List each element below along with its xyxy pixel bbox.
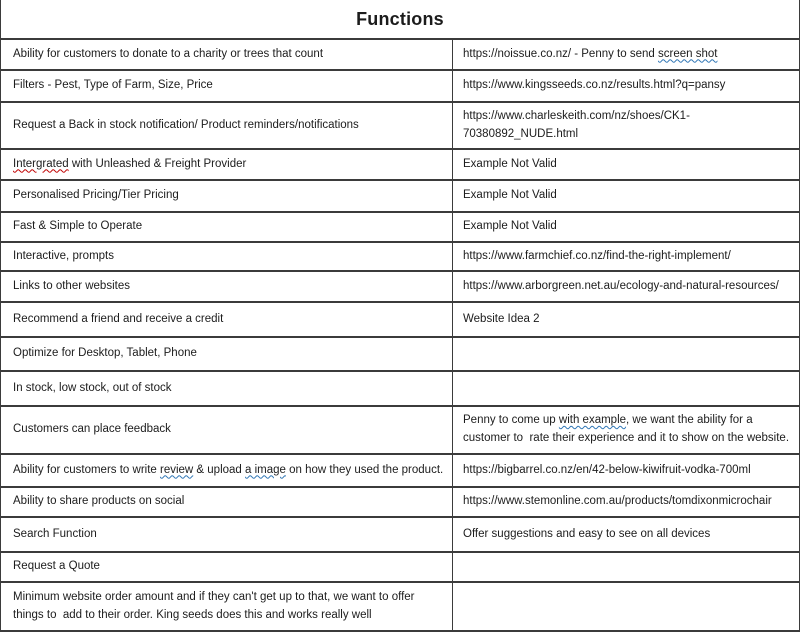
text-segment: Example Not Valid [463, 157, 557, 170]
function-cell [1, 407, 453, 453]
table-row [1, 372, 799, 407]
text-segment: https://www.arborgreen.net.au/ecology-and-natural-resources/ [463, 279, 779, 292]
function-cell [1, 103, 453, 148]
table-row [1, 488, 799, 518]
function-cell-text [13, 493, 184, 511]
function-cell-text [13, 421, 171, 439]
text-segment: Request a Quote [13, 560, 100, 573]
example-cell [453, 213, 799, 241]
function-cell-text [13, 46, 323, 64]
function-cell-text [13, 589, 444, 625]
example-cell [453, 40, 799, 69]
example-cell [453, 303, 799, 336]
example-cell [453, 372, 799, 405]
function-cell [1, 455, 453, 486]
table-row [1, 407, 799, 455]
function-cell-text [13, 77, 213, 95]
functions-table-body [1, 40, 799, 632]
text-segment: https://noissue.co.nz/ - Penny to send [463, 47, 658, 60]
text-segment: Website Idea 2 [463, 312, 540, 325]
table-row [1, 103, 799, 150]
text-segment: Ability for customers to write [13, 463, 160, 476]
text-segment: https://www.kingsseeds.co.nz/results.html?q=pansy [463, 79, 726, 92]
table-row [1, 150, 799, 181]
text-segment: Recommend a friend and receive a credit [13, 312, 224, 325]
function-cell-text [13, 462, 443, 480]
grammar-marked-text: a image [245, 463, 286, 476]
function-cell [1, 553, 453, 581]
function-cell-text [13, 218, 142, 236]
text-segment: Offer suggestions and easy to see on all devices [463, 527, 711, 540]
text-segment: https://www.farmchief.co.nz/find-the-right-implement/ [463, 249, 731, 262]
example-cell-text [463, 278, 779, 296]
example-cell [453, 455, 799, 486]
table-row [1, 553, 799, 583]
function-cell-text [13, 248, 114, 266]
function-cell [1, 272, 453, 301]
function-cell [1, 372, 453, 405]
table-row [1, 40, 799, 71]
text-segment: Optimize for Desktop, Tablet, Phone [13, 347, 197, 360]
example-cell [453, 71, 799, 101]
function-cell-text [13, 311, 223, 329]
function-cell-text [13, 345, 197, 363]
function-cell [1, 518, 453, 551]
text-segment: https://bigbarrel.co.nz/en/42-below-kiwifruit-vodka-700ml [463, 463, 751, 476]
text-segment: Customers can place feedback [13, 423, 171, 436]
text-segment: Minimum website order amount and if they can't get up to that, we want to offer things to add to their order. King seeds does this and works really well [13, 590, 418, 621]
example-cell-text [463, 46, 717, 64]
text-segment: Filters - Pest, Type of Farm, Size, Price [13, 79, 213, 92]
text-segment: In stock, low stock, out of stock [13, 381, 172, 394]
function-cell [1, 243, 453, 270]
function-cell [1, 303, 453, 336]
page-title: Functions [1, 0, 799, 40]
example-cell [453, 272, 799, 301]
example-cell [453, 553, 799, 581]
table-row [1, 181, 799, 213]
text-segment: , we want the ability for a customer to rate their experience and it to show on the website. [463, 414, 790, 444]
example-cell-text [463, 218, 557, 236]
text-segment: Interactive, prompts [13, 249, 114, 262]
text-segment: Ability for customers to donate to a charity or trees that count [13, 47, 324, 60]
text-segment: Example Not Valid [463, 220, 557, 233]
example-cell [453, 518, 799, 551]
table-row [1, 243, 799, 272]
text-segment: Links to other websites [13, 279, 130, 292]
table-row [1, 213, 799, 243]
text-segment: https://www.stemonline.com.au/products/tomdixonmicrochair [463, 495, 772, 508]
function-cell-text [13, 380, 172, 398]
function-cell [1, 181, 453, 211]
example-cell-text [463, 493, 772, 511]
function-cell [1, 488, 453, 516]
example-cell [453, 103, 799, 148]
function-cell-text [13, 278, 130, 296]
table-row [1, 455, 799, 488]
example-cell-text [463, 311, 540, 329]
text-segment: https://www.charleskeith.com/nz/shoes/CK1-70380892_NUDE.html [463, 109, 690, 140]
example-cell [453, 488, 799, 516]
example-cell [453, 338, 799, 370]
function-cell [1, 583, 453, 630]
example-cell [453, 150, 799, 179]
function-cell [1, 150, 453, 179]
example-cell-text [463, 412, 793, 448]
example-cell-text [463, 108, 793, 144]
table-row [1, 518, 799, 553]
example-cell [453, 583, 799, 630]
function-cell-text [13, 117, 359, 135]
function-cell [1, 338, 453, 370]
example-cell-text [463, 462, 751, 480]
example-cell-text [463, 248, 731, 266]
text-segment: Ability to share products on social [13, 495, 185, 508]
function-cell-text [13, 187, 179, 205]
text-segment: Search Function [13, 527, 97, 540]
example-cell-text [463, 187, 557, 205]
spell-marked-text: Intergrated [13, 157, 69, 170]
function-cell-text [13, 558, 100, 576]
text-segment: Fast & Simple to Operate [13, 220, 143, 233]
table-row [1, 71, 799, 103]
example-cell-text [463, 156, 557, 174]
text-segment: Personalised Pricing/Tier Pricing [13, 189, 179, 202]
text-segment: Example Not Valid [463, 189, 557, 202]
text-segment: Penny to come up [463, 414, 559, 427]
function-cell-text [13, 156, 246, 174]
function-cell [1, 213, 453, 241]
function-cell [1, 40, 453, 69]
text-segment: with Unleashed & Freight Provider [68, 157, 247, 170]
example-cell-text [463, 77, 725, 95]
table-row [1, 272, 799, 303]
grammar-marked-text: screen shot [657, 47, 718, 60]
grammar-marked-text: with example [558, 414, 627, 427]
table-row [1, 338, 799, 372]
function-cell [1, 71, 453, 101]
text-segment: Request a Back in stock notification/ Product reminders/notifications [13, 118, 359, 131]
text-segment: & upload [193, 463, 246, 476]
table-row [1, 303, 799, 338]
function-cell-text [13, 526, 97, 544]
example-cell [453, 407, 799, 453]
example-cell [453, 181, 799, 211]
grammar-marked-text: review [159, 463, 194, 476]
text-segment: on how they used the product. [285, 463, 444, 476]
example-cell-text [463, 526, 710, 544]
example-cell [453, 243, 799, 270]
table-row [1, 583, 799, 632]
